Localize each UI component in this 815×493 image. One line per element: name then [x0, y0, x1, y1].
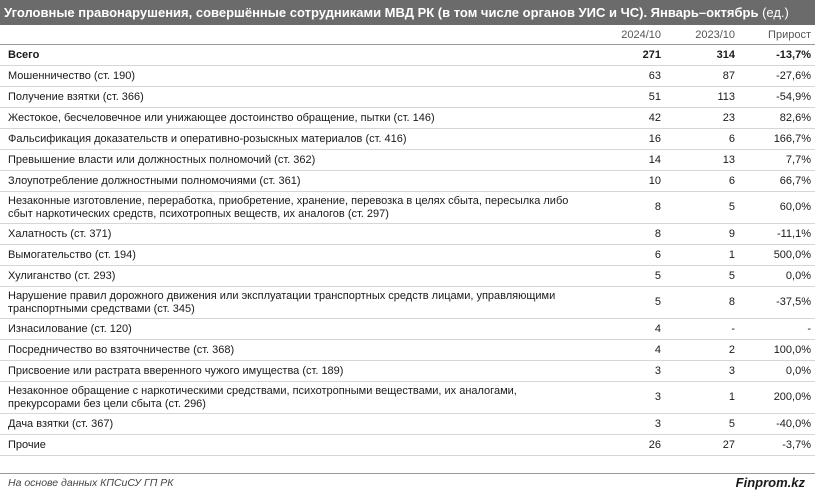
cell-2023: 27	[665, 435, 739, 456]
cell-2023: 6	[665, 171, 739, 192]
row-label: Фальсификация доказательств и оперативно-розыскных материалов (ст. 416)	[0, 129, 593, 150]
table-row	[0, 266, 815, 287]
cell-growth: -11,1%	[739, 224, 815, 245]
chart-title	[0, 0, 815, 25]
row-label: Халатность (ст. 371)	[0, 224, 593, 245]
table-row	[0, 245, 815, 266]
cell-2023: 113	[665, 87, 739, 108]
cell-2024: 4	[593, 319, 665, 340]
header-2023: 2023/10	[665, 25, 739, 45]
cell-2023: 5	[665, 266, 739, 287]
row-label: Жестокое, бесчеловечное или унижающее достоинство обращение, пытки (ст. 146)	[0, 108, 593, 129]
table-row	[0, 361, 815, 382]
cell-growth: 7,7%	[739, 150, 815, 171]
header-2024: 2024/10	[593, 25, 665, 45]
header-row	[0, 25, 815, 45]
cell-growth: 82,6%	[739, 108, 815, 129]
cell-2023: 2	[665, 340, 739, 361]
table-row	[0, 129, 815, 150]
cell-2023: 87	[665, 66, 739, 87]
header-blank	[0, 25, 593, 45]
cell-2024: 10	[593, 171, 665, 192]
table-row	[0, 287, 815, 319]
table-row	[0, 382, 815, 414]
cell-2024: 51	[593, 87, 665, 108]
table-row	[0, 171, 815, 192]
table-row	[0, 340, 815, 361]
row-label: Прочие	[0, 435, 593, 456]
cell-2024: 26	[593, 435, 665, 456]
row-label: Изнасилование (ст. 120)	[0, 319, 593, 340]
row-label: Вымогательство (ст. 194)	[0, 245, 593, 266]
source-note: На основе данных КПСиСУ ГП РК	[8, 477, 174, 489]
cell-2023: 5	[665, 192, 739, 224]
table-row	[0, 66, 815, 87]
cell-growth: 60,0%	[739, 192, 815, 224]
row-label: Получение взятки (ст. 366)	[0, 87, 593, 108]
cell-growth: 500,0%	[739, 245, 815, 266]
cell-2024: 5	[593, 287, 665, 319]
table-row	[0, 435, 815, 456]
cell-2023: 1	[665, 245, 739, 266]
row-label: Дача взятки (ст. 367)	[0, 414, 593, 435]
cell-growth: 100,0%	[739, 340, 815, 361]
table-row	[0, 192, 815, 224]
cell-growth: 166,7%	[739, 129, 815, 150]
cell-2023: -	[665, 319, 739, 340]
cell-growth: 0,0%	[739, 361, 815, 382]
table-row	[0, 87, 815, 108]
cell-2024: 16	[593, 129, 665, 150]
row-label: Злоупотребление должностными полномочиями (ст. 361)	[0, 171, 593, 192]
table-row	[0, 319, 815, 340]
cell-2023: 1	[665, 382, 739, 414]
row-label: Незаконное обращение с наркотическими средствами, психотропными веществами, их аналогами, прекурсорами без цели сбыта (ст. 296)	[0, 382, 593, 414]
cell-2023: 3	[665, 361, 739, 382]
cell-2024: 4	[593, 340, 665, 361]
brand-logo: Finprom.kz	[735, 475, 805, 490]
cell-growth: -54,9%	[739, 87, 815, 108]
row-label: Посредничество во взяточничестве (ст. 368)	[0, 340, 593, 361]
row-label: Всего	[0, 45, 593, 66]
table-row	[0, 150, 815, 171]
cell-2023: 5	[665, 414, 739, 435]
cell-2023: 9	[665, 224, 739, 245]
data-table	[0, 25, 815, 456]
cell-2024: 271	[593, 45, 665, 66]
table-row-total	[0, 45, 815, 66]
row-label: Присвоение или растрата вверенного чужого имущества (ст. 189)	[0, 361, 593, 382]
row-label: Нарушение правил дорожного движения или эксплуатации транспортных средств лицами, управляющими транспортными средствами (ст. 345)	[0, 287, 593, 319]
cell-2024: 3	[593, 414, 665, 435]
chart-title-unit: (ед.)	[762, 5, 789, 20]
cell-growth: -3,7%	[739, 435, 815, 456]
row-label: Незаконные изготовление, переработка, приобретение, хранение, перевозка в целях сбыта, пересылка либо сбыт наркотических средств, психотропных веществ, их аналогов (ст. 297)	[0, 192, 593, 224]
table-row	[0, 224, 815, 245]
table-row	[0, 414, 815, 435]
cell-2023: 13	[665, 150, 739, 171]
table-body	[0, 45, 815, 456]
cell-growth: -27,6%	[739, 66, 815, 87]
cell-growth: 200,0%	[739, 382, 815, 414]
cell-growth: 0,0%	[739, 266, 815, 287]
row-label: Хулиганство (ст. 293)	[0, 266, 593, 287]
cell-2024: 63	[593, 66, 665, 87]
cell-2024: 5	[593, 266, 665, 287]
row-label: Мошенничество (ст. 190)	[0, 66, 593, 87]
cell-2023: 23	[665, 108, 739, 129]
cell-2024: 42	[593, 108, 665, 129]
cell-2024: 8	[593, 192, 665, 224]
cell-2024: 3	[593, 361, 665, 382]
cell-growth: -	[739, 319, 815, 340]
cell-growth: -37,5%	[739, 287, 815, 319]
cell-2024: 3	[593, 382, 665, 414]
footer	[0, 473, 815, 493]
cell-2023: 314	[665, 45, 739, 66]
cell-2023: 8	[665, 287, 739, 319]
cell-2024: 8	[593, 224, 665, 245]
table-row	[0, 108, 815, 129]
row-label: Превышение власти или должностных полномочий (ст. 362)	[0, 150, 593, 171]
cell-2024: 6	[593, 245, 665, 266]
header-growth: Прирост	[739, 25, 815, 45]
cell-2023: 6	[665, 129, 739, 150]
cell-growth: -13,7%	[739, 45, 815, 66]
cell-growth: -40,0%	[739, 414, 815, 435]
chart-title-main: Уголовные правонарушения, совершённые сотрудниками МВД РК (в том числе органов УИС и ЧС). Январь–октябрь	[4, 5, 759, 20]
cell-growth: 66,7%	[739, 171, 815, 192]
cell-2024: 14	[593, 150, 665, 171]
